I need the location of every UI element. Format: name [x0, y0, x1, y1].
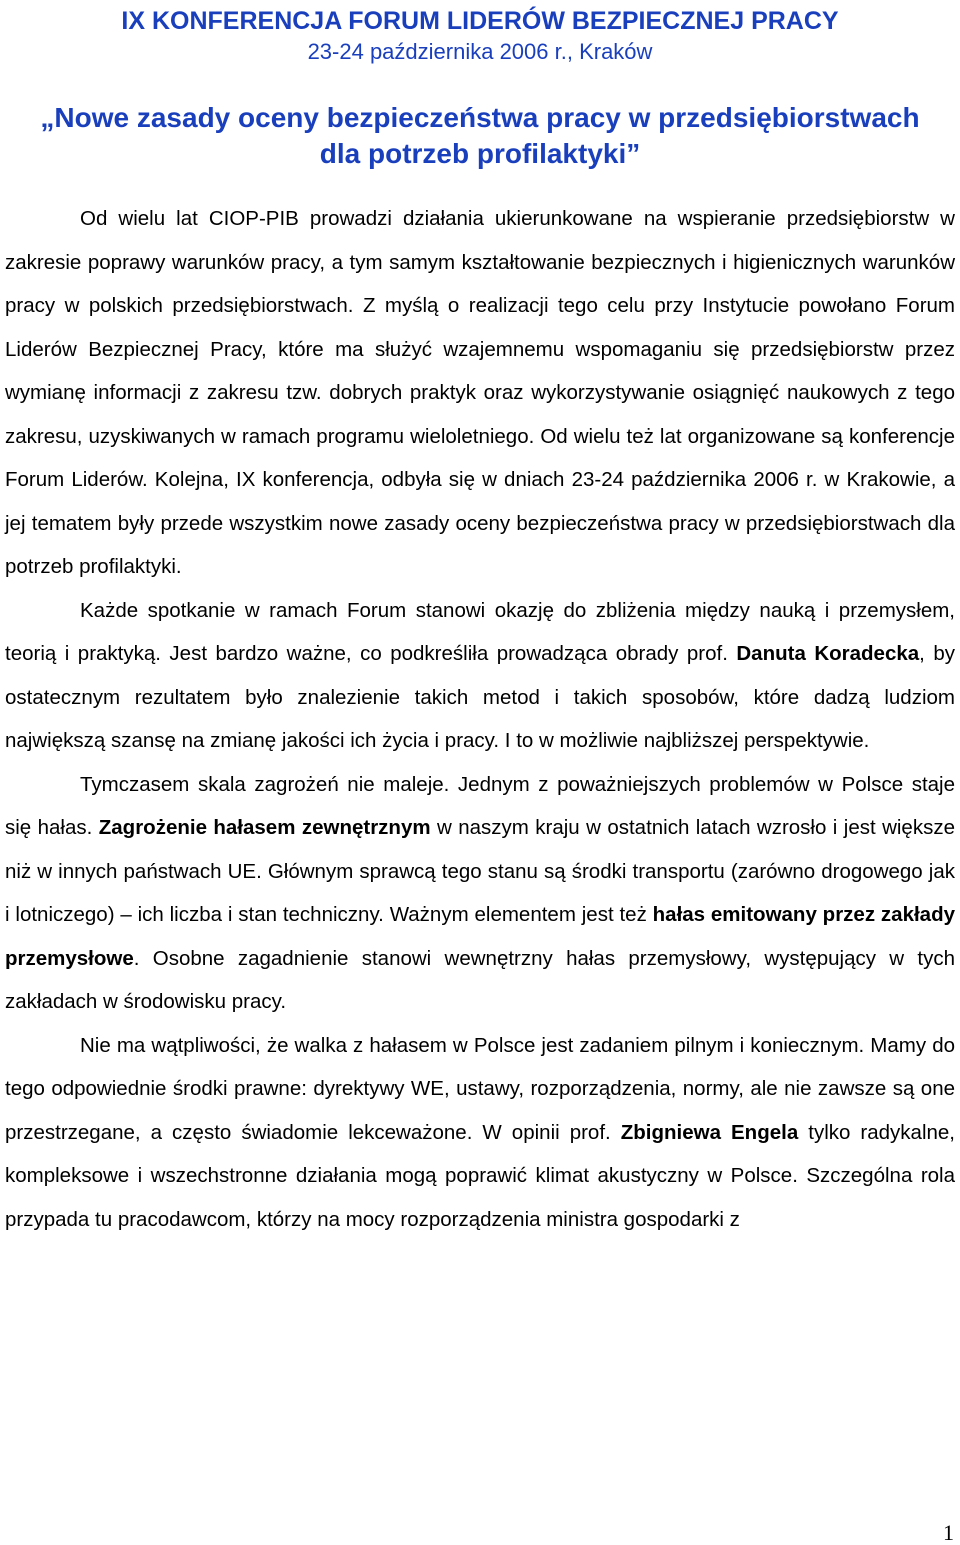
- paragraph-3-text-c: . Osobne zagadnienie stanowi wewnętrzny hałas przemysłowy, występujący w tych zakładach w środowisku pracy.: [5, 946, 955, 1013]
- person-name-engel: Zbigniewa Engela: [620, 1120, 799, 1144]
- page-number: 1: [943, 1520, 954, 1545]
- paragraph-3: [5, 763, 955, 1024]
- paragraph-2: [5, 589, 955, 763]
- conference-title: IX KONFERENCJA FORUM LIDERÓW BEZPIECZNEJ PRACY: [121, 7, 839, 35]
- paragraph-4-text-a: Nie ma wątpliwości, że walka z hałasem w Polsce jest zadaniem pilnym i koniecznym. Mamy do tego odpowiednie środki prawne: dyrektywy WE, ustawy, rozporządzenia, normy, ale nie zawsze są one przestrzegane, a często świadomie lekceważone. W opinii prof.: [5, 1033, 955, 1144]
- conference-date: 23-24 października 2006 r., Kraków: [307, 39, 653, 64]
- article-title: [0, 100, 960, 172]
- paragraph-1-text: Od wielu lat CIOP-PIB prowadzi działania ukierunkowane na wspieranie przedsiębiorstw w zakresie poprawy warunków pracy, a tym samym kształtowanie bezpiecznych i higienicznych warunków pracy w polskich przedsiębiorstwach. Z myślą o realizacji tego celu przy Instytucie powołano Forum Liderów Bezpiecznej Pracy, które ma służyć wzajemnemu wspomaganiu się przedsiębiorstw przez wymianę informacji z zakresu tzw. dobrych praktyk oraz wykorzystywanie osiągnięć naukowych z tego zakresu, uzyskiwanych w ramach programu wieloletniego. Od wielu też lat organizowane są konferencje Forum Liderów. Kolejna, IX konferencja, odbyła się w dniach 23-24 października 2006 r. w Krakowie, a jej tematem były przede wszystkim nowe zasady oceny bezpieczeństwa pracy w przedsiębiorstwach dla potrzeb profilaktyki.: [5, 207, 955, 578]
- paragraph-4: [5, 1024, 955, 1242]
- bold-external-noise: Zagrożenie hałasem zewnętrznym: [98, 816, 431, 839]
- article-body: [5, 197, 955, 1241]
- article-title-line-1: „Nowe zasady oceny bezpieczeństwa pracy w przedsiębiorstwach: [40, 102, 920, 133]
- paragraph-3-text-a: Tymczasem skala zagrożeń nie maleje. Jednym z poważniejszych problemów w Polsce staje się hałas.: [5, 772, 955, 839]
- bold-industrial-noise: hałas emitowany przez zakłady przemysłowe: [5, 903, 955, 970]
- article-title-line-2: dla potrzeb profilaktyki”: [319, 138, 641, 169]
- paragraph-4-text-b: tylko radykalne, kompleksowe i wszechstronne działania mogą poprawić klimat akustyczny w Polsce. Szczególna rola przypada tu pracodawcom, którzy na mocy rozporządzenia ministra gospodarki z: [5, 1120, 956, 1231]
- person-name-koradecka: Danuta Koradecka: [736, 642, 920, 665]
- paragraph-3-text-b: w naszym kraju w ostatnich latach wzrosło i jest większe niż w innych państwach UE. Głównym sprawcą tego stanu są środki transportu (zarówno drogowego jak i lotniczego) – ich liczba i stan techniczny. Ważnym elementem jest też: [5, 816, 955, 926]
- paragraph-2-text-b: , by ostatecznym rezultatem było znalezienie takich metod i takich sposobów, które dadzą ludziom największą szansę na zmianę jakości ich życia i pracy. I to w możliwie najbliższej perspektywie.: [5, 642, 955, 752]
- paragraph-2-text-a: Każde spotkanie w ramach Forum stanowi okazję do zbliżenia między nauką i przemysłem, teorią i praktyką. Jest bardzo ważne, co podkreśliła prowadząca obrady prof.: [5, 598, 955, 665]
- paragraph-1: [5, 197, 955, 589]
